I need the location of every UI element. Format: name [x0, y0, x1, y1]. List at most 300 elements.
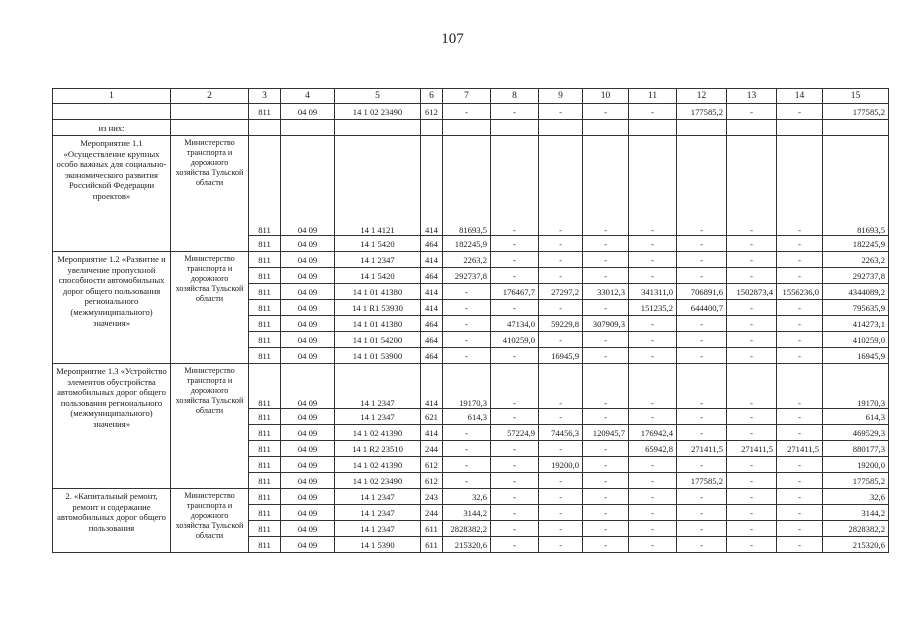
cell-c10: 307909,3 — [583, 316, 629, 332]
cell-c9: 16945,9 — [539, 348, 583, 364]
empty-cell — [421, 120, 443, 136]
cell-c11: - — [629, 537, 677, 553]
cell-c14: - — [777, 316, 823, 332]
cell-c11: - — [629, 489, 677, 505]
cell-c9: - — [539, 268, 583, 284]
empty-cell — [629, 120, 677, 136]
cell-c3: 811 — [249, 425, 281, 441]
cell-c12: 644400,7 — [677, 300, 727, 316]
cell-c8: - — [491, 457, 539, 473]
header-cell: 14 — [777, 89, 823, 104]
cell-c6: 414 — [421, 284, 443, 300]
cell-c15: 215320,6 — [823, 537, 889, 553]
empty-cell — [491, 120, 539, 136]
cell-c5: 14 1 02 41390 — [335, 425, 421, 441]
cell-c4: 04 09 — [281, 348, 335, 364]
cell-c10: - — [583, 537, 629, 553]
cell-c3: 811 — [249, 521, 281, 537]
cell-c14: - — [777, 409, 823, 425]
cell-c12: - — [677, 521, 727, 537]
empty-cell — [727, 120, 777, 136]
cell-c11: - — [629, 348, 677, 364]
cell-c13: - — [727, 537, 777, 553]
cell-c10: - — [583, 236, 629, 252]
cell-c6: 464 — [421, 236, 443, 252]
cell-c9: - — [539, 364, 583, 409]
cell-c4: 04 09 — [281, 521, 335, 537]
cell-c6: 621 — [421, 409, 443, 425]
cell-c4: 04 09 — [281, 268, 335, 284]
cell-c9: - — [539, 505, 583, 521]
cell-c11: - — [629, 316, 677, 332]
cell-c11: - — [629, 136, 677, 236]
cell-c10: - — [583, 473, 629, 489]
cell-c8: - — [491, 537, 539, 553]
cell-c6: 464 — [421, 348, 443, 364]
cell-c11: - — [629, 457, 677, 473]
cell-c8: 47134,0 — [491, 316, 539, 332]
cell-c12: - — [677, 316, 727, 332]
cell-c15: 614,3 — [823, 409, 889, 425]
cell-c12: - — [677, 348, 727, 364]
cell-c11: - — [629, 409, 677, 425]
cell-c4: 04 09 — [281, 505, 335, 521]
cell-c12: - — [677, 332, 727, 348]
cell-c5: 14 1 2347 — [335, 489, 421, 505]
cell-c11: - — [629, 521, 677, 537]
cell-c9: - — [539, 136, 583, 236]
cell-c15: 19170,3 — [823, 364, 889, 409]
cell-c9: 19200,0 — [539, 457, 583, 473]
cell-c12: - — [677, 537, 727, 553]
cell-c3: 811 — [249, 489, 281, 505]
cell-c6: 244 — [421, 505, 443, 521]
cell-c14: - — [777, 104, 823, 120]
cell-c8: - — [491, 505, 539, 521]
cell-c14: - — [777, 348, 823, 364]
cell-c3: 811 — [249, 332, 281, 348]
cell-c7: - — [443, 104, 491, 120]
cell-c5: 14 1 02 23490 — [335, 473, 421, 489]
empty-cell — [443, 120, 491, 136]
responsible-executor: Министерство транспорта и дорожного хозяйства Тульской области — [171, 136, 249, 252]
cell-c4: 04 09 — [281, 409, 335, 425]
cell-c13: - — [727, 104, 777, 120]
table-row — [53, 120, 889, 136]
cell-c9: - — [539, 473, 583, 489]
cell-c14: - — [777, 300, 823, 316]
subheader-label: из них: — [53, 120, 171, 136]
cell-c3: 811 — [249, 268, 281, 284]
cell-c5: 14 1 02 41390 — [335, 457, 421, 473]
cell-c8: - — [491, 441, 539, 457]
cell-c7: 3144,2 — [443, 505, 491, 521]
cell-c3: 811 — [249, 364, 281, 409]
cell-c15: 2828382,2 — [823, 521, 889, 537]
cell-c5: 14 1 5420 — [335, 236, 421, 252]
cell-c11: - — [629, 104, 677, 120]
empty-cell — [281, 120, 335, 136]
header-cell: 15 — [823, 89, 889, 104]
cell-c3: 811 — [249, 505, 281, 521]
cell-c5: 14 1 01 41380 — [335, 316, 421, 332]
cell-c11: - — [629, 236, 677, 252]
cell-c8: - — [491, 236, 539, 252]
cell-c8: - — [491, 268, 539, 284]
cell-c5: 14 1 01 41380 — [335, 284, 421, 300]
table-row — [53, 136, 889, 236]
cell-c10: - — [583, 332, 629, 348]
cell-c9: - — [539, 236, 583, 252]
cell-c10: 120945,7 — [583, 425, 629, 441]
cell-c15: 182245,9 — [823, 236, 889, 252]
cell-c13: - — [727, 364, 777, 409]
empty-cell — [777, 120, 823, 136]
cell-c9: - — [539, 441, 583, 457]
cell-c4: 04 09 — [281, 136, 335, 236]
cell-c7: 32,6 — [443, 489, 491, 505]
cell-c8: - — [491, 521, 539, 537]
cell-c5: 14 1 01 53900 — [335, 348, 421, 364]
cell-c10: - — [583, 104, 629, 120]
empty-cell — [171, 120, 249, 136]
cell-c7: - — [443, 300, 491, 316]
cell-c15: 410259,0 — [823, 332, 889, 348]
cell-c4: 04 09 — [281, 364, 335, 409]
cell-c4: 04 09 — [281, 473, 335, 489]
cell-c14: 1556236,0 — [777, 284, 823, 300]
cell-c15: 292737,8 — [823, 268, 889, 284]
cell-c6: 611 — [421, 537, 443, 553]
cell-c14: - — [777, 457, 823, 473]
cell-c7: - — [443, 441, 491, 457]
measure-name: 2. «Капитальный ремонт, ремонт и содержание автомобильных дорог общего пользования — [53, 489, 171, 553]
cell-c12: - — [677, 236, 727, 252]
cell-c14: - — [777, 332, 823, 348]
table-row — [53, 364, 889, 409]
cell-c14: - — [777, 489, 823, 505]
cell-c8: 410259,0 — [491, 332, 539, 348]
cell-c10: - — [583, 300, 629, 316]
cell-c13: - — [727, 473, 777, 489]
cell-c6: 414 — [421, 136, 443, 236]
cell-c7: - — [443, 457, 491, 473]
cell-c5: 14 1 2347 — [335, 409, 421, 425]
header-cell: 4 — [281, 89, 335, 104]
cell-c13: - — [727, 316, 777, 332]
cell-c4: 04 09 — [281, 441, 335, 457]
cell-c14: - — [777, 521, 823, 537]
cell-c7: - — [443, 284, 491, 300]
cell-c7: - — [443, 348, 491, 364]
header-cell: 12 — [677, 89, 727, 104]
cell-c4: 04 09 — [281, 300, 335, 316]
cell-c3: 811 — [249, 300, 281, 316]
cell-c13: 1502873,4 — [727, 284, 777, 300]
cell-c6: 414 — [421, 364, 443, 409]
cell-c13: - — [727, 425, 777, 441]
cell-c3: 811 — [249, 104, 281, 120]
cell-c4: 04 09 — [281, 316, 335, 332]
cell-c14: 271411,5 — [777, 441, 823, 457]
cell-c14: - — [777, 252, 823, 268]
cell-c10: - — [583, 268, 629, 284]
cell-c6: 612 — [421, 104, 443, 120]
cell-c7: - — [443, 316, 491, 332]
table-row — [53, 252, 889, 268]
cell-c14: - — [777, 364, 823, 409]
cell-c3: 811 — [249, 537, 281, 553]
cell-c15: 19200,0 — [823, 457, 889, 473]
cell-c12: 177585,2 — [677, 473, 727, 489]
cell-c8: - — [491, 252, 539, 268]
table-row — [53, 104, 889, 120]
empty-cell — [335, 120, 421, 136]
cell-c4: 04 09 — [281, 332, 335, 348]
cell-c8: 176467,7 — [491, 284, 539, 300]
cell-c7: 182245,9 — [443, 236, 491, 252]
cell-c12: - — [677, 136, 727, 236]
cell-c3: 811 — [249, 441, 281, 457]
empty-cell — [539, 120, 583, 136]
empty-cell — [677, 120, 727, 136]
cell-c10: 33012,3 — [583, 284, 629, 300]
cell-c15: 32,6 — [823, 489, 889, 505]
cell-c15: 177585,2 — [823, 473, 889, 489]
empty-cell — [583, 120, 629, 136]
cell-c13: - — [727, 348, 777, 364]
cell-c12: - — [677, 252, 727, 268]
cell-c15: 2263,2 — [823, 252, 889, 268]
cell-c9: - — [539, 409, 583, 425]
cell-c11: 341311,0 — [629, 284, 677, 300]
cell-c8: - — [491, 104, 539, 120]
header-cell: 1 — [53, 89, 171, 104]
cell-c9: 59229,8 — [539, 316, 583, 332]
cell-c5: 14 1 01 54200 — [335, 332, 421, 348]
cell-c9: - — [539, 521, 583, 537]
cell-c6: 464 — [421, 316, 443, 332]
cell-c13: - — [727, 236, 777, 252]
cell-c12: - — [677, 425, 727, 441]
cell-c5: 14 1 2347 — [335, 505, 421, 521]
header-cell: 5 — [335, 89, 421, 104]
cell-c11: - — [629, 252, 677, 268]
cell-c12: - — [677, 505, 727, 521]
cell-c4: 04 09 — [281, 236, 335, 252]
cell-c9: - — [539, 332, 583, 348]
cell-c9: - — [539, 537, 583, 553]
header-cell: 3 — [249, 89, 281, 104]
cell-c3: 811 — [249, 284, 281, 300]
cell-c8: - — [491, 300, 539, 316]
responsible-executor: Министерство транспорта и дорожного хозяйства Тульской области — [171, 489, 249, 553]
cell-c7: 215320,6 — [443, 537, 491, 553]
cell-c9: - — [539, 300, 583, 316]
cell-c5: 14 1 2347 — [335, 521, 421, 537]
cell-c10: - — [583, 409, 629, 425]
cell-c4: 04 09 — [281, 104, 335, 120]
cell-c13: - — [727, 409, 777, 425]
cell-c11: - — [629, 332, 677, 348]
cell-c8: - — [491, 409, 539, 425]
cell-c4: 04 09 — [281, 425, 335, 441]
cell-c11: - — [629, 473, 677, 489]
empty-cell — [171, 104, 249, 120]
measure-name: Мероприятие 1.1 «Осуществление крупных особо важных для социально-экономического развития Российской Федерации проектов» — [53, 136, 171, 252]
cell-c9: - — [539, 489, 583, 505]
header-cell: 9 — [539, 89, 583, 104]
cell-c15: 3144,2 — [823, 505, 889, 521]
cell-c13: - — [727, 521, 777, 537]
cell-c13: - — [727, 505, 777, 521]
cell-c13: - — [727, 268, 777, 284]
cell-c8: 57224,9 — [491, 425, 539, 441]
cell-c13: - — [727, 300, 777, 316]
cell-c14: - — [777, 473, 823, 489]
cell-c8: - — [491, 489, 539, 505]
cell-c15: 16945,9 — [823, 348, 889, 364]
cell-c10: - — [583, 136, 629, 236]
budget-table — [52, 88, 889, 553]
cell-c12: 706891,6 — [677, 284, 727, 300]
cell-c15: 81693,5 — [823, 136, 889, 236]
cell-c10: - — [583, 441, 629, 457]
cell-c3: 811 — [249, 236, 281, 252]
cell-c10: - — [583, 364, 629, 409]
cell-c6: 612 — [421, 473, 443, 489]
cell-c7: 292737,8 — [443, 268, 491, 284]
cell-c7: 19170,3 — [443, 364, 491, 409]
cell-c15: 414273,1 — [823, 316, 889, 332]
cell-c13: 271411,5 — [727, 441, 777, 457]
cell-c3: 811 — [249, 409, 281, 425]
cell-c7: - — [443, 425, 491, 441]
cell-c4: 04 09 — [281, 457, 335, 473]
cell-c13: - — [727, 332, 777, 348]
cell-c6: 243 — [421, 489, 443, 505]
cell-c10: - — [583, 348, 629, 364]
cell-c10: - — [583, 505, 629, 521]
responsible-executor: Министерство транспорта и дорожного хозяйства Тульской области — [171, 252, 249, 364]
cell-c10: - — [583, 457, 629, 473]
measure-name: Мероприятие 1.3 «Устройство элементов обустройства автомобильных дорог общего пользования регионального (межмуниципального) значения» — [53, 364, 171, 489]
cell-c6: 464 — [421, 332, 443, 348]
cell-c10: - — [583, 521, 629, 537]
header-cell: 7 — [443, 89, 491, 104]
cell-c11: 65942,8 — [629, 441, 677, 457]
cell-c5: 14 1 2347 — [335, 364, 421, 409]
cell-c3: 811 — [249, 457, 281, 473]
cell-c15: 469529,3 — [823, 425, 889, 441]
cell-c8: - — [491, 136, 539, 236]
table-header-row — [53, 89, 889, 104]
responsible-executor: Министерство транспорта и дорожного хозяйства Тульской области — [171, 364, 249, 489]
cell-c14: - — [777, 268, 823, 284]
cell-c11: 176942,4 — [629, 425, 677, 441]
empty-cell — [249, 120, 281, 136]
cell-c11: - — [629, 268, 677, 284]
cell-c10: - — [583, 489, 629, 505]
cell-c6: 244 — [421, 441, 443, 457]
cell-c6: 414 — [421, 252, 443, 268]
cell-c7: 614,3 — [443, 409, 491, 425]
cell-c7: 2828382,2 — [443, 521, 491, 537]
cell-c5: 14 1 5420 — [335, 268, 421, 284]
cell-c6: 414 — [421, 300, 443, 316]
cell-c10: - — [583, 252, 629, 268]
cell-c3: 811 — [249, 348, 281, 364]
cell-c13: - — [727, 489, 777, 505]
cell-c4: 04 09 — [281, 284, 335, 300]
empty-cell — [823, 120, 889, 136]
cell-c13: - — [727, 457, 777, 473]
cell-c15: 4344089,2 — [823, 284, 889, 300]
cell-c3: 811 — [249, 316, 281, 332]
cell-c12: 177585,2 — [677, 104, 727, 120]
cell-c9: 74456,3 — [539, 425, 583, 441]
header-cell: 10 — [583, 89, 629, 104]
cell-c5: 14 1 5390 — [335, 537, 421, 553]
cell-c3: 811 — [249, 473, 281, 489]
cell-c12: - — [677, 489, 727, 505]
cell-c15: 177585,2 — [823, 104, 889, 120]
cell-c14: - — [777, 425, 823, 441]
cell-c13: - — [727, 252, 777, 268]
cell-c7: - — [443, 473, 491, 489]
cell-c5: 14 1 4121 — [335, 136, 421, 236]
cell-c14: - — [777, 236, 823, 252]
empty-cell — [53, 104, 171, 120]
cell-c3: 811 — [249, 252, 281, 268]
cell-c4: 04 09 — [281, 252, 335, 268]
page-number: 107 — [441, 31, 464, 47]
cell-c6: 612 — [421, 457, 443, 473]
cell-c13: - — [727, 136, 777, 236]
cell-c6: 414 — [421, 425, 443, 441]
cell-c11: - — [629, 364, 677, 409]
cell-c4: 04 09 — [281, 489, 335, 505]
cell-c14: - — [777, 505, 823, 521]
cell-c9: - — [539, 104, 583, 120]
cell-c9: 27297,2 — [539, 284, 583, 300]
measure-name: Мероприятие 1.2 «Развитие и увеличение пропускной способности автомобильных дорог общего пользования регионального (межмуниципального) значения» — [53, 252, 171, 364]
table-row — [53, 489, 889, 505]
cell-c8: - — [491, 364, 539, 409]
cell-c6: 464 — [421, 268, 443, 284]
cell-c15: 795635,9 — [823, 300, 889, 316]
cell-c11: 151235,2 — [629, 300, 677, 316]
cell-c5: 14 1 02 23490 — [335, 104, 421, 120]
cell-c7: 2263,2 — [443, 252, 491, 268]
cell-c9: - — [539, 252, 583, 268]
cell-c12: - — [677, 457, 727, 473]
cell-c12: - — [677, 364, 727, 409]
header-cell: 6 — [421, 89, 443, 104]
header-cell: 13 — [727, 89, 777, 104]
header-cell: 8 — [491, 89, 539, 104]
cell-c7: 81693,5 — [443, 136, 491, 236]
cell-c12: 271411,5 — [677, 441, 727, 457]
cell-c6: 611 — [421, 521, 443, 537]
cell-c11: - — [629, 505, 677, 521]
cell-c5: 14 1 2347 — [335, 252, 421, 268]
cell-c15: 880177,3 — [823, 441, 889, 457]
header-cell: 2 — [171, 89, 249, 104]
cell-c7: - — [443, 332, 491, 348]
cell-c8: - — [491, 348, 539, 364]
cell-c12: - — [677, 409, 727, 425]
